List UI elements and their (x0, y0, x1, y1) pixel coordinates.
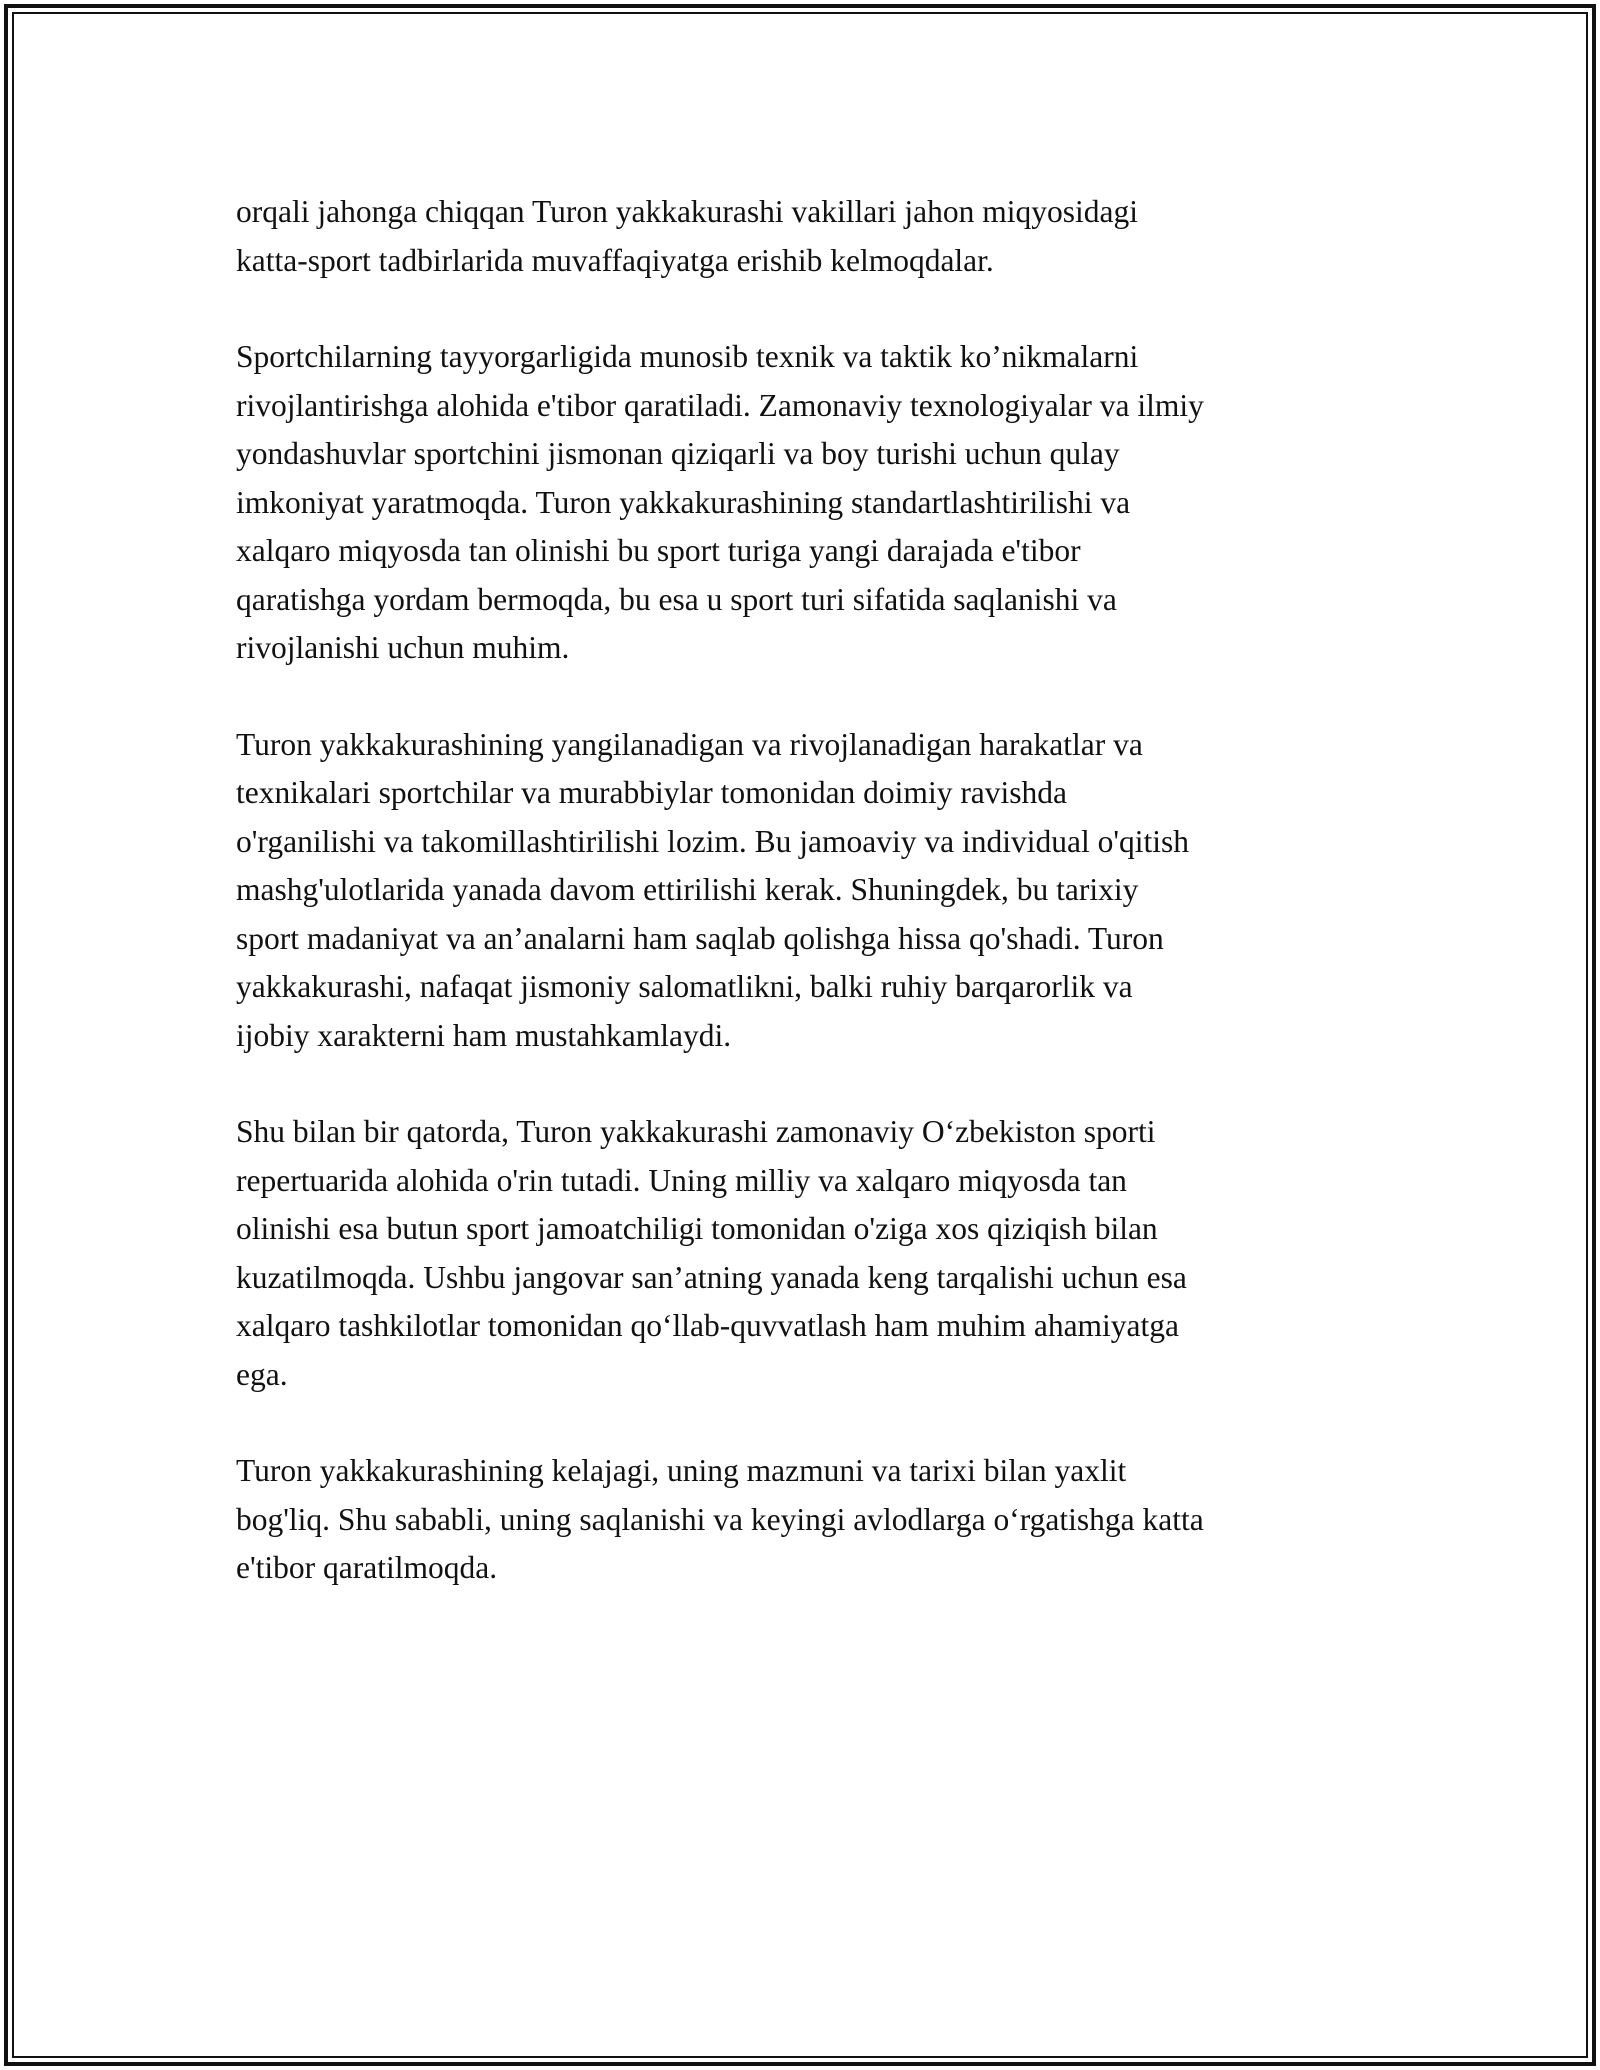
paragraph-3 (236, 721, 1376, 1061)
text-line: ijobiy xarakterni ham mustahkamlaydi. (236, 1017, 732, 1053)
text-line: e'tibor qaratilmoqda. (236, 1550, 498, 1585)
text-line: kuzatilmoqda. Ushbu jangovar san’atning yanada keng tarqalishi uchun esa (236, 1259, 1187, 1295)
text-line: o'rganilishi va takomillashtirilishi lozim. Bu jamoaviy va individual o'qitish (236, 823, 1190, 859)
text-line: Turon yakkakurashining kelajagi, uning mazmuni va tarixi bilan yaxlit (236, 1453, 1127, 1488)
text-line: sport madaniyat va an’analarni ham saqlab qolishga hissa qo'shadi. Turon (236, 920, 1164, 956)
text-line: imkoniyat yaratmoqda. Turon yakkakurashining standartlashtirilishi va (236, 484, 1131, 520)
text-line: yakkakurashi, nafaqat jismoniy salomatlikni, balki ruhiy barqarorlik va (236, 969, 1133, 1004)
document-body (236, 188, 1376, 1641)
text-line: Turon yakkakurashining yangilanadigan va rivojlanadigan harakatlar va (236, 726, 1143, 762)
text-line: olinishi esa butun sport jamoatchiligi tomonidan o'ziga xos qiziqish bilan (236, 1211, 1158, 1246)
text-line: texnikalari sportchilar va murabbiylar tomonidan doimiy ravishda (236, 775, 1068, 810)
text-line: repertuarida alohida o'rin tutadi. Uning milliy va xalqaro miqyosda tan (236, 1162, 1127, 1198)
text-line: yondashuvlar sportchini jismonan qiziqarli va boy turishi uchun qulay (236, 436, 1120, 471)
text-line: katta-sport tadbirlarida muvaffaqiyatga erishib kelmoqdalar. (236, 242, 994, 278)
text-line: xalqaro miqyosda tan olinishi bu sport turiga yangi darajada e'tibor (236, 533, 1081, 568)
text-line: Shu bilan bir qatorda, Turon yakkakurashi zamonaviy O‘zbekiston sporti (236, 1114, 1156, 1149)
text-line: bog'liq. Shu sababli, uning saqlanishi va keyingi avlodlarga o‘rgatishga katta (236, 1501, 1204, 1537)
text-line: orqali jahonga chiqqan Turon yakkakurashi vakillari jahon miqyosidagi (236, 194, 1138, 229)
text-line: rivojlantirishga alohida e'tibor qaratiladi. Zamonaviy texnologiyalar va ilmiy (236, 387, 1204, 423)
text-line: ega. (236, 1356, 288, 1392)
paragraph-5 (236, 1447, 1376, 1593)
paragraph-4 (236, 1108, 1376, 1399)
text-line: rivojlanishi uchun muhim. (236, 630, 570, 665)
text-line: xalqaro tashkilotlar tomonidan qo‘llab-quvvatlash ham muhim ahamiyatga (236, 1308, 1180, 1343)
paragraph-2 (236, 333, 1376, 673)
text-line: qaratishga yordam bermoqda, bu esa u sport turi sifatida saqlanishi va (236, 581, 1117, 617)
text-line: Sportchilarning tayyorgarligida munosib texnik va taktik ko’nikmalarni (236, 339, 1139, 374)
paragraph-1 (236, 188, 1376, 285)
text-line: mashg'ulotlarida yanada davom ettirilishi kerak. Shuningdek, bu tarixiy (236, 872, 1139, 907)
